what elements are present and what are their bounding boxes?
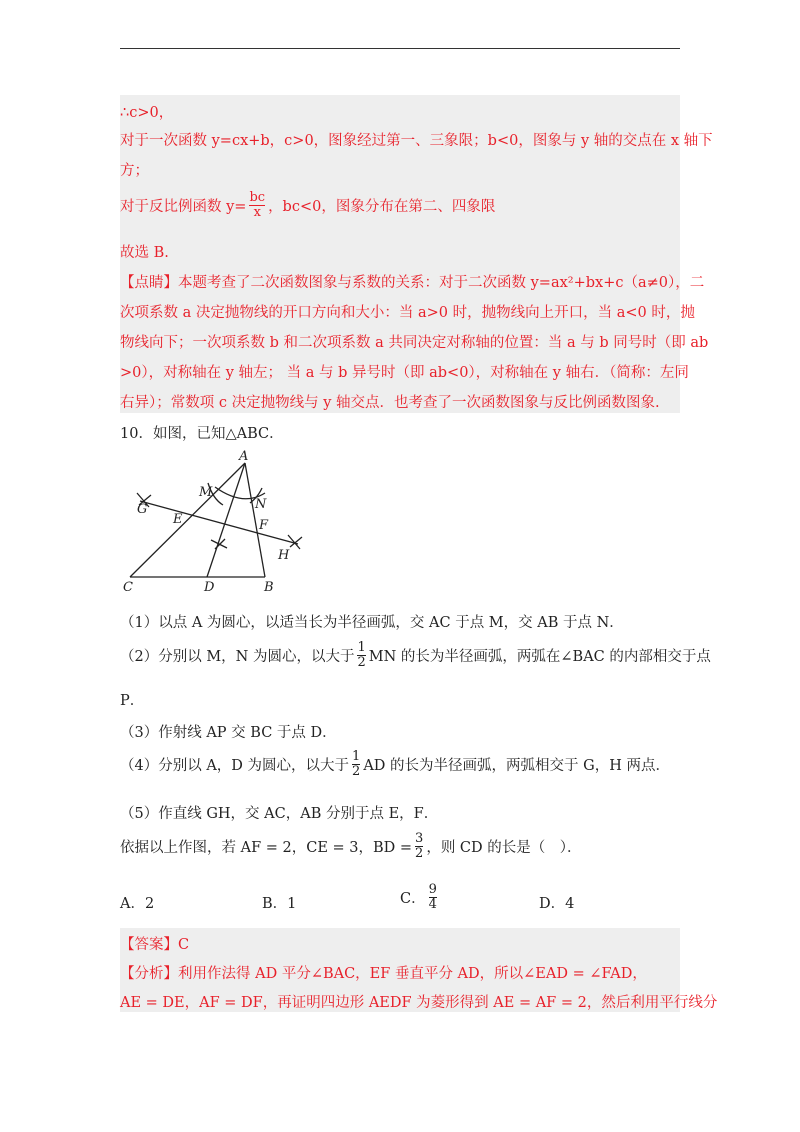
option-d[interactable]: D．4 xyxy=(539,896,575,912)
label-f: F xyxy=(259,518,269,533)
step-3: （3）作射线 AP 交 BC 于点 D． xyxy=(120,725,337,741)
comment-line-4: >0），对称轴在 y 轴左； 当 a 与 b 异号时（即 ab<0），对称轴在 y 轴右．（简称：左同 xyxy=(120,365,689,381)
fraction-one-half xyxy=(357,641,365,671)
label-c: C xyxy=(123,580,133,595)
step-5: （5）作直线 GH，交 AC，AB 分别于点 E，F． xyxy=(120,806,439,822)
step-2 xyxy=(120,641,711,671)
solution-line-1: ∴c>0， xyxy=(120,105,174,121)
geometry-figure xyxy=(115,445,315,600)
condition-text-b: ，则 CD 的长是（ ）． xyxy=(426,840,582,857)
label-h: H xyxy=(278,548,290,563)
condition-text-a: 依据以上作图，若 AF = 2，CE = 3，BD = xyxy=(120,840,413,857)
step-2-text-a: （2）分别以 M，N 为圆心，以大于 xyxy=(120,649,355,666)
option-b[interactable]: B．1 xyxy=(262,896,297,912)
fraction-denominator: 4 xyxy=(428,897,437,913)
fraction-numerator: 1 xyxy=(357,640,366,655)
solution-line-2: 对于一次函数 y=cx+b，c>0，图象经过第一、三象限；b<0，图象与 y 轴的交点在 x 轴下 xyxy=(120,133,713,149)
analysis-line-1: 【分析】利用作法得 AD 平分∠BAC，EF 垂直平分 AD，所以∠EAD = ∠FAD， xyxy=(120,966,647,982)
comment-line-1: 【点睛】本题考查了二次函数图象与系数的关系：对于二次函数 y=ax²+bx+c（a≠0），二 xyxy=(120,275,705,291)
step-2-text-b: MN 的长为半径画弧，两弧在∠BAC 的内部相交于点 xyxy=(368,649,711,666)
comment-line-5: 右异）；常数项 c 决定抛物线与 y 轴交点．也考查了一次函数图象与反比例函数图象. xyxy=(120,395,660,411)
label-b: B xyxy=(264,580,274,595)
header-rule xyxy=(120,48,680,49)
option-c[interactable] xyxy=(400,883,440,913)
fraction-bc-over-x xyxy=(249,191,265,221)
answer-line: 【答案】C xyxy=(120,937,190,953)
step-1: （1）以点 A 为圆心，以适当长为半径画弧，交 AC 于点 M，交 AB 于点 N． xyxy=(120,615,624,631)
option-a[interactable]: A．2 xyxy=(120,896,155,912)
fraction-one-half xyxy=(352,750,360,780)
solution-line-4-text-a: 对于反比例函数 y= xyxy=(120,199,247,216)
fraction-denominator: x xyxy=(253,205,261,221)
fraction-numerator: 3 xyxy=(415,831,424,846)
label-a: A xyxy=(239,449,249,464)
label-n: N xyxy=(255,497,267,512)
answer-block xyxy=(120,928,718,1012)
fraction-numerator: 9 xyxy=(428,882,437,897)
question-title: 10．如图，已知△ABC． xyxy=(120,426,284,442)
fraction-three-halves xyxy=(415,832,423,862)
step-2-continued: P． xyxy=(120,693,145,709)
label-d: D xyxy=(204,580,215,595)
label-g: G xyxy=(137,502,148,517)
comment-line-3: 物线向下；一次项系数 b 和二次项系数 a 共同决定对称轴的位置：当 a 与 b 同号时（即 ab xyxy=(120,335,709,351)
ray-ad xyxy=(207,463,245,577)
solution-line-4-text-b: ，bc<0，图象分布在第二、四象限 xyxy=(268,199,496,216)
analysis-line-2: AE = DE，AF = DF，再证明四边形 AEDF 为菱形得到 AE = AF = 2，然后利用平行线分 xyxy=(120,995,718,1011)
question-condition xyxy=(120,832,582,862)
fraction-denominator: 2 xyxy=(415,846,424,862)
solution-line-3: 方； xyxy=(120,163,149,179)
fraction-nine-quarters xyxy=(429,883,437,913)
fraction-denominator: 2 xyxy=(357,655,366,671)
line-gh xyxy=(140,501,298,544)
fraction-denominator: 2 xyxy=(352,764,361,780)
fraction-numerator: bc xyxy=(249,190,266,205)
label-m: M xyxy=(199,485,213,500)
solution-block-q9 xyxy=(120,95,713,413)
option-c-label: C． xyxy=(400,891,426,908)
side-ac xyxy=(130,463,245,577)
step-4-text-a: （4）分别以 A，D 为圆心，以大于 xyxy=(120,758,350,775)
solution-line-4 xyxy=(120,191,495,221)
solution-line-5: 故选 B. xyxy=(120,245,169,261)
comment-line-2: 次项系数 a 决定抛物线的开口方向和大小：当 a>0 时，抛物线向上开口，当 a<0 时，抛 xyxy=(120,305,695,321)
step-4-text-b: AD 的长为半径画弧，两弧相交于 G，H 两点． xyxy=(363,758,670,775)
step-4 xyxy=(120,750,670,780)
fraction-numerator: 1 xyxy=(352,749,361,764)
label-e: E xyxy=(173,512,183,527)
